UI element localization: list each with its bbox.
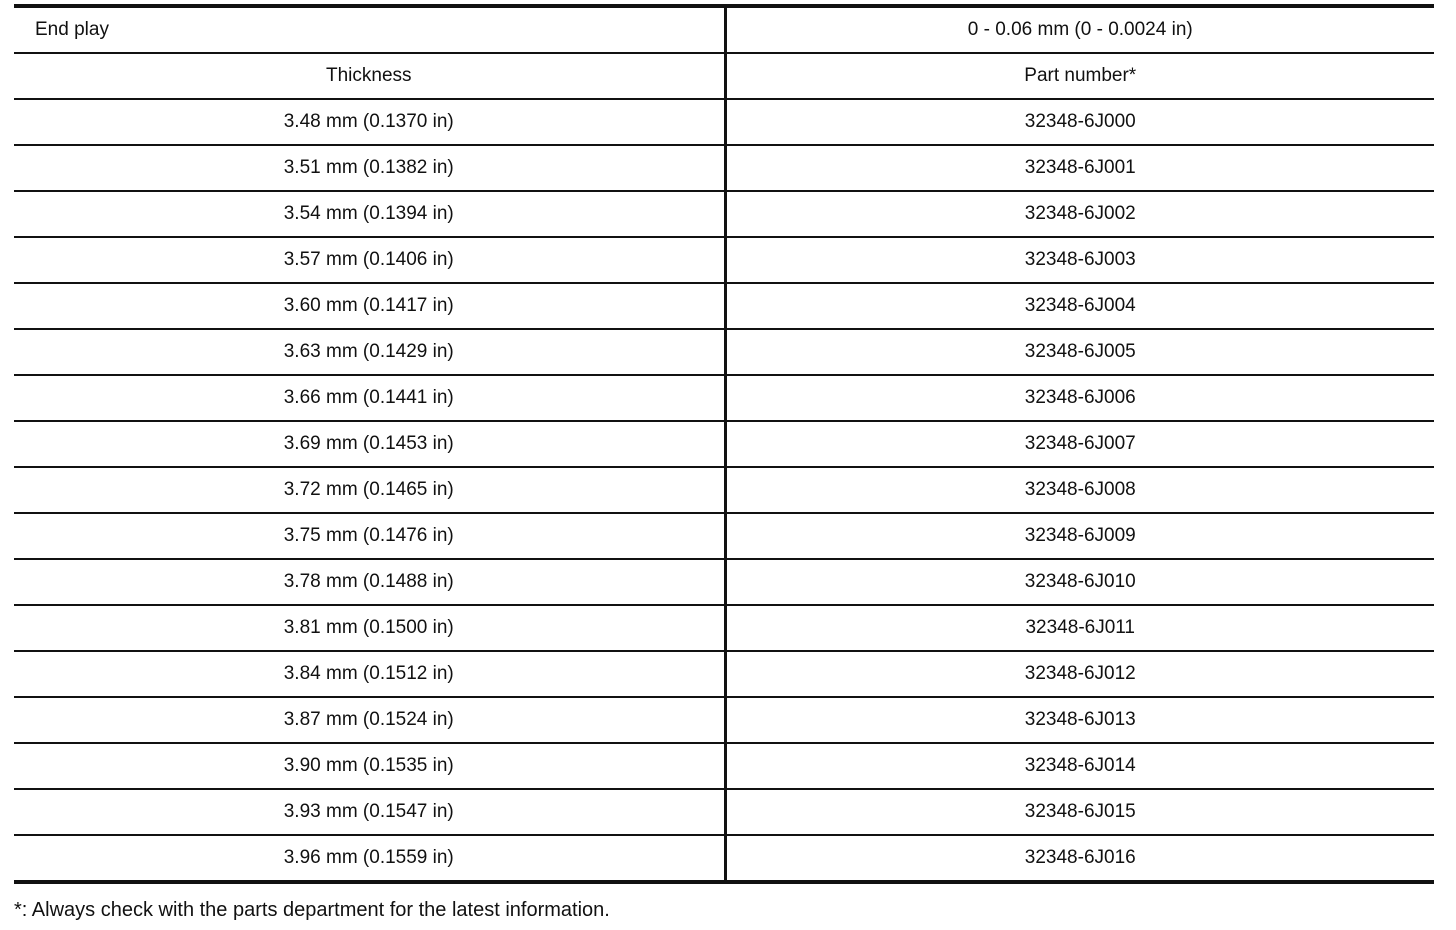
thickness-cell: 3.75 mm (0.1476 in) — [14, 513, 725, 559]
table-row — [14, 789, 1434, 835]
table-row — [14, 467, 1434, 513]
table-row — [14, 513, 1434, 559]
part-number-cell: 32348-6J006 — [725, 375, 1434, 421]
part-number-cell: 32348-6J005 — [725, 329, 1434, 375]
end-play-label: End play — [14, 6, 725, 53]
thickness-cell: 3.51 mm (0.1382 in) — [14, 145, 725, 191]
part-number-cell: 32348-6J011 — [725, 605, 1434, 651]
table-row — [14, 191, 1434, 237]
thickness-cell: 3.90 mm (0.1535 in) — [14, 743, 725, 789]
table-row — [14, 329, 1434, 375]
part-number-cell: 32348-6J000 — [725, 99, 1434, 145]
thickness-cell: 3.57 mm (0.1406 in) — [14, 237, 725, 283]
table-row — [14, 237, 1434, 283]
shim-spec-table — [14, 4, 1434, 884]
table-row — [14, 145, 1434, 191]
end-play-row — [14, 6, 1434, 53]
part-number-cell: 32348-6J007 — [725, 421, 1434, 467]
part-number-cell: 32348-6J009 — [725, 513, 1434, 559]
thickness-cell: 3.78 mm (0.1488 in) — [14, 559, 725, 605]
thickness-cell: 3.84 mm (0.1512 in) — [14, 651, 725, 697]
thickness-cell: 3.93 mm (0.1547 in) — [14, 789, 725, 835]
part-number-cell: 32348-6J010 — [725, 559, 1434, 605]
table-row — [14, 99, 1434, 145]
part-number-cell: 32348-6J014 — [725, 743, 1434, 789]
part-number-cell: 32348-6J015 — [725, 789, 1434, 835]
part-number-cell: 32348-6J016 — [725, 835, 1434, 882]
part-number-cell: 32348-6J012 — [725, 651, 1434, 697]
thickness-cell: 3.48 mm (0.1370 in) — [14, 99, 725, 145]
part-number-cell: 32348-6J013 — [725, 697, 1434, 743]
table-row — [14, 697, 1434, 743]
table-row — [14, 375, 1434, 421]
table-row — [14, 283, 1434, 329]
table-row — [14, 421, 1434, 467]
table-row — [14, 835, 1434, 882]
table-row — [14, 743, 1434, 789]
part-number-cell: 32348-6J003 — [725, 237, 1434, 283]
part-number-cell: 32348-6J004 — [725, 283, 1434, 329]
part-number-cell: 32348-6J001 — [725, 145, 1434, 191]
footnote: *: Always check with the parts department for the latest information. — [14, 899, 610, 921]
thickness-cell: 3.66 mm (0.1441 in) — [14, 375, 725, 421]
thickness-cell: 3.81 mm (0.1500 in) — [14, 605, 725, 651]
thickness-cell: 3.54 mm (0.1394 in) — [14, 191, 725, 237]
thickness-cell: 3.69 mm (0.1453 in) — [14, 421, 725, 467]
spec-table-container — [14, 4, 1434, 884]
part-number-cell: 32348-6J002 — [725, 191, 1434, 237]
part-number-cell: 32348-6J008 — [725, 467, 1434, 513]
table-row — [14, 605, 1434, 651]
header-row — [14, 53, 1434, 99]
thickness-cell: 3.96 mm (0.1559 in) — [14, 835, 725, 882]
thickness-cell: 3.87 mm (0.1524 in) — [14, 697, 725, 743]
thickness-cell: 3.60 mm (0.1417 in) — [14, 283, 725, 329]
end-play-value: 0 - 0.06 mm (0 - 0.0024 in) — [725, 6, 1434, 53]
table-row — [14, 559, 1434, 605]
thickness-header: Thickness — [14, 53, 725, 99]
part-number-header: Part number* — [725, 53, 1434, 99]
table-row — [14, 651, 1434, 697]
thickness-cell: 3.72 mm (0.1465 in) — [14, 467, 725, 513]
thickness-cell: 3.63 mm (0.1429 in) — [14, 329, 725, 375]
